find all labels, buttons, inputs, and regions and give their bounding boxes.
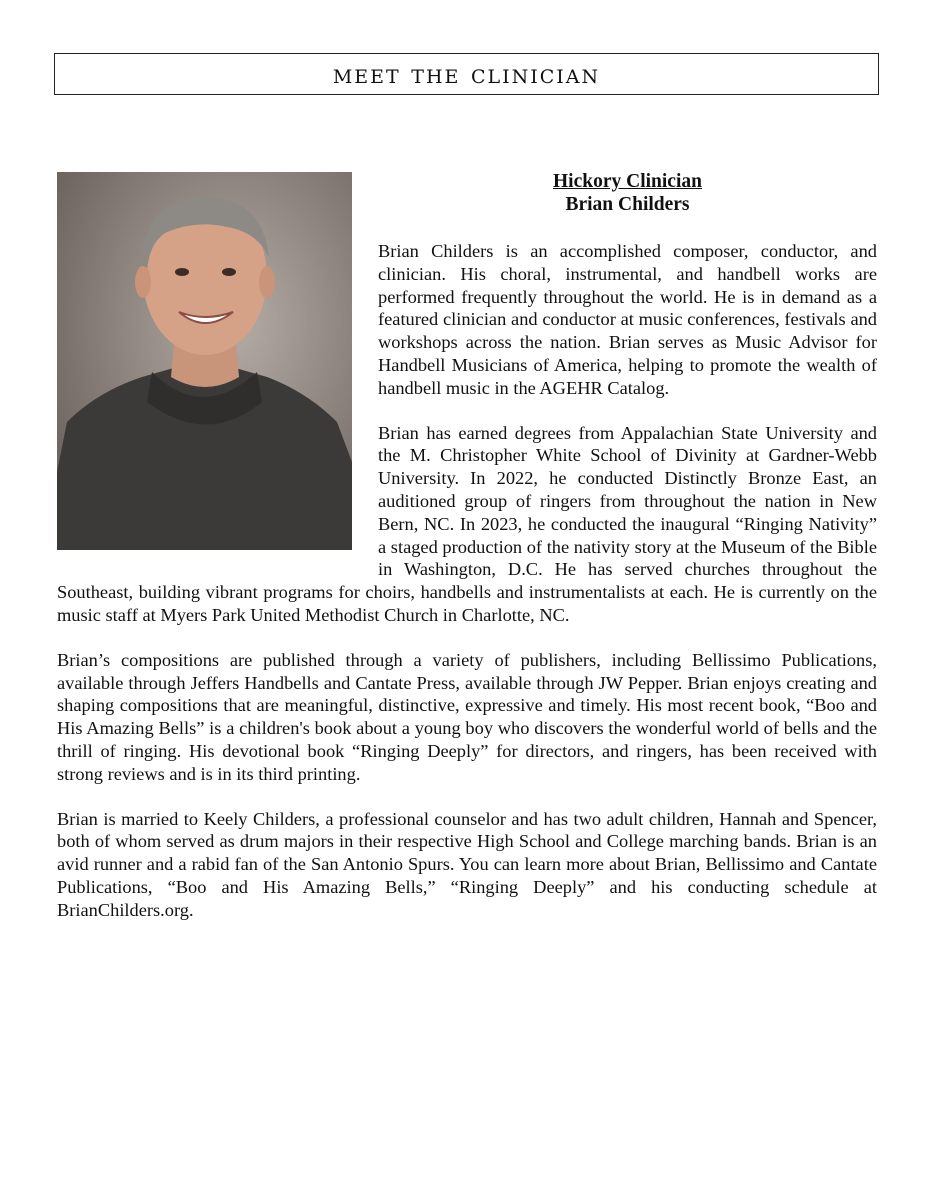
content: [57, 170, 877, 944]
portrait-illustration: [57, 172, 352, 550]
bio-paragraph-4: Brian is married to Keely Childers, a professional counselor and has two adult children, Hannah and Spencer, both of whom served as drum majors in their respective High School and College marching bands. Brian is an avid runner and a rabid fan of the San Antonio Spurs. You can learn more about Brian, Bellissimo and Cantate Publications, “Boo and His Amazing Bells,” “Ringing Deeply” and his conducting schedule at BrianChilders.org.: [57, 808, 877, 920]
role-title: Hickory Clinician: [553, 171, 702, 192]
page-title: meet the clinician: [332, 58, 601, 90]
clinician-name: Brian Childers: [565, 194, 690, 215]
bio-paragraph-2: Brian has earned degrees from Appalachian State University and the M. Christopher White School of Divinity at Gardner-Webb University. In 2022, he conducted Distinctly Bronze East, an auditioned group of ringers from throughout the nation in New Bern, NC. In 2023, he conducted the inaugural “Ringing Nativity” a staged production of the nativity story at the Museum of the Bible in Washington, D.C. He has served churches throughout the Southeast, building vibrant programs for choirs, handbells and instrumentalists at each. He is currently on the music staff at Myers Park United Methodist Church in Charlotte, NC.: [57, 422, 877, 625]
bio-paragraph-3: Brian’s compositions are published through a variety of publishers, including Bellissimo Publications, available through Jeffers Handbells and Cantate Press, available through JW Pepper. Brian enjoys creating and shaping compositions that are meaningful, distinctive, expressive and timely. His most recent book, “Boo and His Amazing Bells” is a children's book about a young boy who discovers the wonderful world of bells and the thrill of ringing. His devotional book “Ringing Deeply” for directors, and ringers, has been received with strong reviews and is in its third printing.: [57, 649, 877, 784]
header-box: [54, 53, 879, 95]
bio-paragraph-1: Brian Childers is an accomplished composer, conductor, and clinician. His choral, instrumental, and handbell works are performed frequently throughout the world. He is in demand as a featured clinician and conductor at music conferences, festivals and workshops across the nation. Brian serves as Music Advisor for Handbell Musicians of America, helping to promote the wealth of handbell music in the AGEHR Catalog.: [378, 241, 877, 398]
portrait-photo: [57, 172, 352, 550]
clinician-heading: [378, 170, 877, 216]
